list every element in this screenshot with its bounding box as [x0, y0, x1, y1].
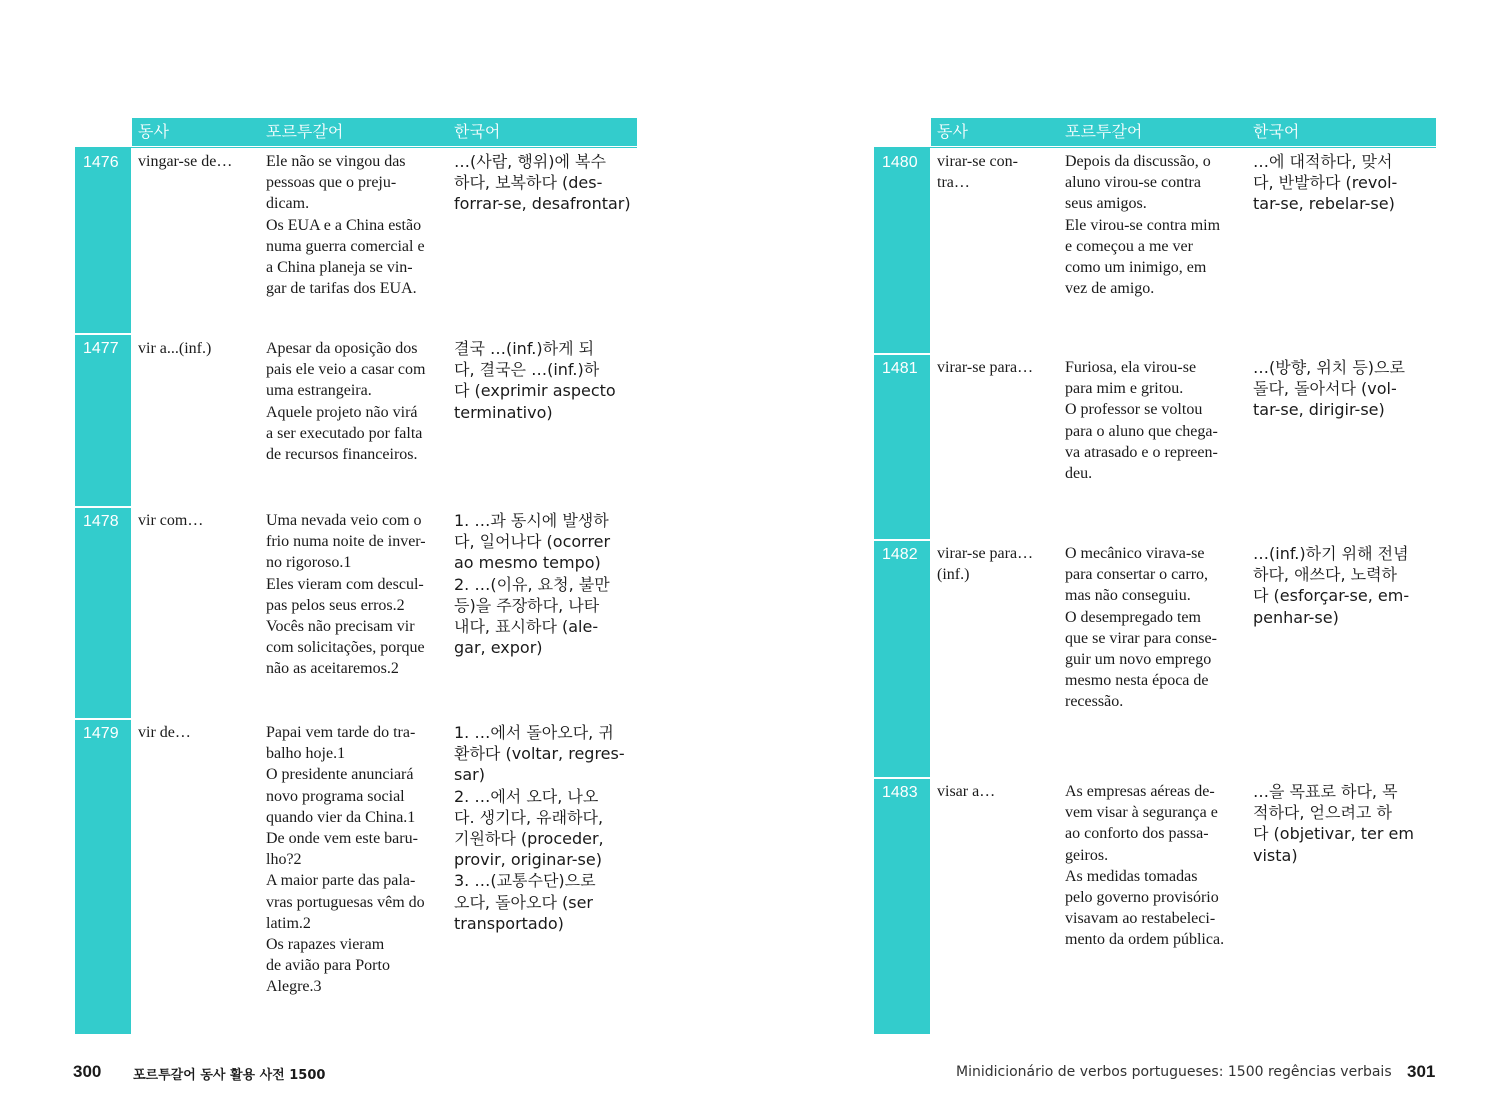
pt-line: para consertar o carro,	[1065, 566, 1209, 584]
pt-line: pais ele veio a casar com	[266, 361, 426, 379]
entry-separator	[75, 718, 131, 720]
entry-korean	[1253, 151, 1397, 215]
ko-line: 내다, 표시하다 (ale-	[454, 617, 599, 637]
pt-line: O mecânico virava-se	[1065, 545, 1205, 562]
pt-line: deu.	[1065, 465, 1093, 483]
entry-separator	[75, 506, 131, 508]
ko-line: terminativo)	[454, 402, 553, 422]
pt-line: para o aluno que chega-	[1065, 422, 1218, 440]
ko-line: 1. …에서 돌아오다, 귀	[454, 723, 614, 742]
ko-line: 다. 생기다, 유래하다,	[454, 807, 604, 827]
pt-line: ao conforto dos passa-	[1065, 825, 1209, 843]
ko-line: 등)을 주장하다, 나타	[454, 595, 600, 615]
pt-line: guir um novo emprego	[1065, 651, 1212, 669]
pt-line: aluno virou-se contra	[1065, 174, 1201, 192]
entry-number: 1482	[882, 546, 918, 563]
header-korean: 한국어	[454, 122, 501, 141]
ko-line: 환하다 (voltar, regres-	[454, 744, 625, 764]
table-header	[132, 118, 637, 146]
pt-line: gar de tarifas dos EUA.	[266, 280, 417, 298]
pt-line: novo programa social	[266, 787, 405, 805]
verb-line: vir com…	[138, 512, 204, 529]
ko-line: 하다, 애쓰다, 노력하	[1253, 565, 1397, 585]
verb-line: vir de…	[138, 724, 191, 741]
page-number: 300	[73, 1062, 102, 1081]
running-title: Minidicionário de verbos portugueses: 1500 regências verbais	[956, 1064, 1392, 1080]
verb-line: vingar-se de…	[138, 153, 233, 170]
pt-line: dicam.	[266, 195, 310, 213]
entry-portuguese	[1065, 151, 1220, 299]
verb-line: visar a…	[937, 783, 996, 800]
pt-line: no rigoroso.1	[266, 554, 352, 572]
pt-line: Apesar da oposição dos	[266, 340, 418, 357]
ko-line: 다 (objetivar, ter em	[1253, 824, 1414, 844]
pt-line: As medidas tomadas	[1065, 867, 1198, 885]
entry-number-strip	[75, 148, 131, 1034]
entry-verb	[138, 510, 203, 531]
entry-verb	[138, 338, 211, 359]
ko-line: sar)	[454, 765, 485, 785]
pt-line: que se virar para conse-	[1065, 629, 1217, 647]
pt-line: uma estrangeira.	[266, 382, 372, 400]
verb-line: tra…	[937, 174, 970, 192]
entry-number: 1479	[83, 725, 119, 742]
ko-line: 2. …에서 오다, 나오	[454, 786, 599, 806]
pt-line: para mim e gritou.	[1065, 380, 1184, 398]
entry-number: 1483	[882, 784, 918, 801]
pt-line: Aquele projeto não virá	[266, 403, 418, 421]
header-portuguese: 포르투갈어	[1065, 122, 1143, 141]
pt-line: a ser executado por falta	[266, 424, 423, 442]
ko-line: tar-se, dirigir-se)	[1253, 400, 1385, 420]
pt-line: balho hoje.1	[266, 745, 346, 763]
entry-separator	[874, 777, 930, 779]
entry-number: 1480	[882, 154, 918, 171]
pt-line: Os rapazes vieram	[266, 936, 385, 954]
pt-line: Uma nevada veio com o	[266, 512, 422, 529]
pt-line: vras portuguesas vêm do	[266, 893, 425, 911]
ko-line: 다, 결국은 …(inf.)하	[454, 360, 600, 380]
ko-line: 결국 …(inf.)하게 되	[454, 339, 595, 358]
entry-korean	[454, 510, 610, 658]
pt-line: vez de amigo.	[1065, 280, 1155, 298]
ko-line: …을 목표로 하다, 목	[1253, 782, 1398, 801]
right-page	[756, 0, 1512, 1111]
pt-line: numa guerra comercial e	[266, 237, 425, 255]
ko-line: 하다, 보복하다 (des-	[454, 173, 603, 193]
header-rule	[874, 147, 1436, 148]
entry-number: 1476	[83, 154, 119, 171]
pt-line: va atrasado e o repreen-	[1065, 443, 1218, 461]
entry-portuguese	[266, 510, 426, 680]
verb-line: virar-se para…	[937, 545, 1034, 562]
pt-line: Vocês não precisam vir	[266, 618, 415, 636]
ko-line: …(방향, 위치 등)으로	[1253, 358, 1405, 377]
ko-line: 다 (exprimir aspecto	[454, 381, 616, 401]
pt-line: geiros.	[1065, 846, 1109, 864]
pt-line: As empresas aéreas de-	[1065, 783, 1215, 800]
verb-line: (inf.)	[937, 566, 970, 584]
page-number: 301	[1407, 1062, 1436, 1081]
entry-portuguese	[266, 338, 425, 465]
pt-line: Eles vieram com descul-	[266, 575, 424, 593]
header-korean: 한국어	[1253, 122, 1300, 141]
ko-line: gar, expor)	[454, 638, 543, 658]
pt-line: latim.2	[266, 914, 311, 932]
entry-number: 1477	[83, 340, 119, 357]
table-header	[931, 118, 1436, 146]
pt-line: seus amigos.	[1065, 195, 1147, 213]
pt-line: Ele não se vingou das	[266, 153, 406, 170]
pt-line: Furiosa, ela virou-se	[1065, 359, 1197, 376]
entry-verb	[937, 543, 1033, 585]
pt-line: mas não conseguiu.	[1065, 587, 1191, 605]
entry-portuguese	[1065, 781, 1224, 951]
pt-line: e começou a me ver	[1065, 237, 1193, 255]
pt-line: vem visar à segurança e	[1065, 804, 1218, 822]
pt-line: Ele virou-se contra mim	[1065, 216, 1221, 234]
ko-line: …(사람, 행위)에 복수	[454, 152, 606, 171]
ko-line: 기원하다 (proceder,	[454, 829, 604, 849]
entry-verb	[937, 357, 1033, 378]
entry-korean	[1253, 781, 1414, 866]
ko-line: 1. …과 동시에 발생하	[454, 511, 609, 530]
pt-line: mesmo nesta época de	[1065, 672, 1209, 690]
entry-korean	[454, 722, 625, 934]
pt-line: lho?2	[266, 851, 302, 869]
pt-line: Alegre.3	[266, 978, 322, 996]
entry-portuguese	[1065, 543, 1217, 713]
entry-separator	[874, 353, 930, 355]
pt-line: a China planeja se vin-	[266, 259, 413, 277]
ko-line: penhar-se)	[1253, 607, 1339, 627]
pt-line: com solicitações, porque	[266, 639, 425, 657]
ko-line: 다, 반발하다 (revol-	[1253, 173, 1398, 193]
ko-line: 다, 일어나다 (ocorrer	[454, 532, 611, 552]
pt-line: O professor se voltou	[1065, 401, 1203, 419]
pt-line: de avião para Porto	[266, 957, 390, 975]
entry-korean	[454, 151, 631, 215]
verb-line: virar-se para…	[937, 359, 1034, 376]
entry-verb	[138, 722, 191, 743]
entry-portuguese	[266, 151, 425, 299]
entry-portuguese	[266, 722, 425, 998]
ko-line: provir, originar-se)	[454, 850, 602, 870]
pt-line: Os EUA e a China estão	[266, 216, 422, 234]
pt-line: pessoas que o preju-	[266, 174, 397, 192]
header-rule	[75, 147, 637, 148]
pt-line: mento da ordem pública.	[1065, 931, 1225, 949]
pt-line: De onde vem este baru-	[266, 830, 418, 848]
entry-number: 1478	[83, 513, 119, 530]
ko-line: vista)	[1253, 845, 1298, 865]
pt-line: Papai vem tarde do tra-	[266, 724, 416, 741]
entry-verb	[937, 781, 995, 802]
entry-verb	[937, 151, 1018, 193]
verb-line: virar-se con-	[937, 153, 1018, 170]
pt-line: O presidente anunciará	[266, 766, 414, 784]
entry-korean	[1253, 543, 1409, 628]
pt-line: quando vier da China.1	[266, 808, 416, 826]
ko-line: 오다, 돌아오다 (ser	[454, 892, 593, 912]
pt-line: como um inimigo, em	[1065, 259, 1207, 277]
ko-line: 3. …(교통수단)으로	[454, 871, 596, 891]
entry-korean	[1253, 357, 1405, 421]
running-title: 포르투갈어 동사 활용 사전 1500	[133, 1068, 326, 1083]
ko-line: 돌다, 돌아서다 (vol-	[1253, 379, 1397, 399]
pt-line: frio numa noite de inver-	[266, 533, 426, 551]
header-verb: 동사	[138, 122, 169, 141]
header-portuguese: 포르투갈어	[266, 122, 344, 141]
entry-separator	[874, 539, 930, 541]
entry-number-strip	[874, 148, 930, 1034]
ko-line: 다 (esforçar-se, em-	[1253, 586, 1410, 606]
ko-line: 2. …(이유, 요청, 불만	[454, 574, 610, 594]
pt-line: A maior parte das pala-	[266, 872, 416, 890]
pt-line: pelo governo provisório	[1065, 889, 1219, 907]
entry-verb	[138, 151, 232, 172]
entry-separator	[75, 333, 131, 335]
pt-line: recessão.	[1065, 693, 1124, 711]
entry-korean	[454, 338, 616, 423]
pt-line: pas pelos seus erros.2	[266, 596, 405, 614]
pt-line: Depois da discussão, o	[1065, 153, 1211, 170]
pt-line: não as aceitaremos.2	[266, 660, 399, 678]
entry-number: 1481	[882, 360, 918, 377]
ko-line: ao mesmo tempo)	[454, 553, 601, 573]
pt-line: visavam ao restabeleci-	[1065, 910, 1216, 928]
ko-line: …(inf.)하기 위해 전념	[1253, 544, 1409, 563]
entry-portuguese	[1065, 357, 1218, 484]
ko-line: tar-se, rebelar-se)	[1253, 194, 1395, 214]
ko-line: forrar-se, desafrontar)	[454, 194, 631, 214]
header-verb: 동사	[937, 122, 968, 141]
verb-line: vir a...(inf.)	[138, 340, 212, 357]
ko-line: …에 대적하다, 맞서	[1253, 152, 1393, 171]
pt-line: O desempregado tem	[1065, 608, 1201, 626]
ko-line: 적하다, 얻으려고 하	[1253, 803, 1392, 823]
ko-line: transportado)	[454, 913, 564, 933]
pt-line: de recursos financeiros.	[266, 446, 418, 464]
